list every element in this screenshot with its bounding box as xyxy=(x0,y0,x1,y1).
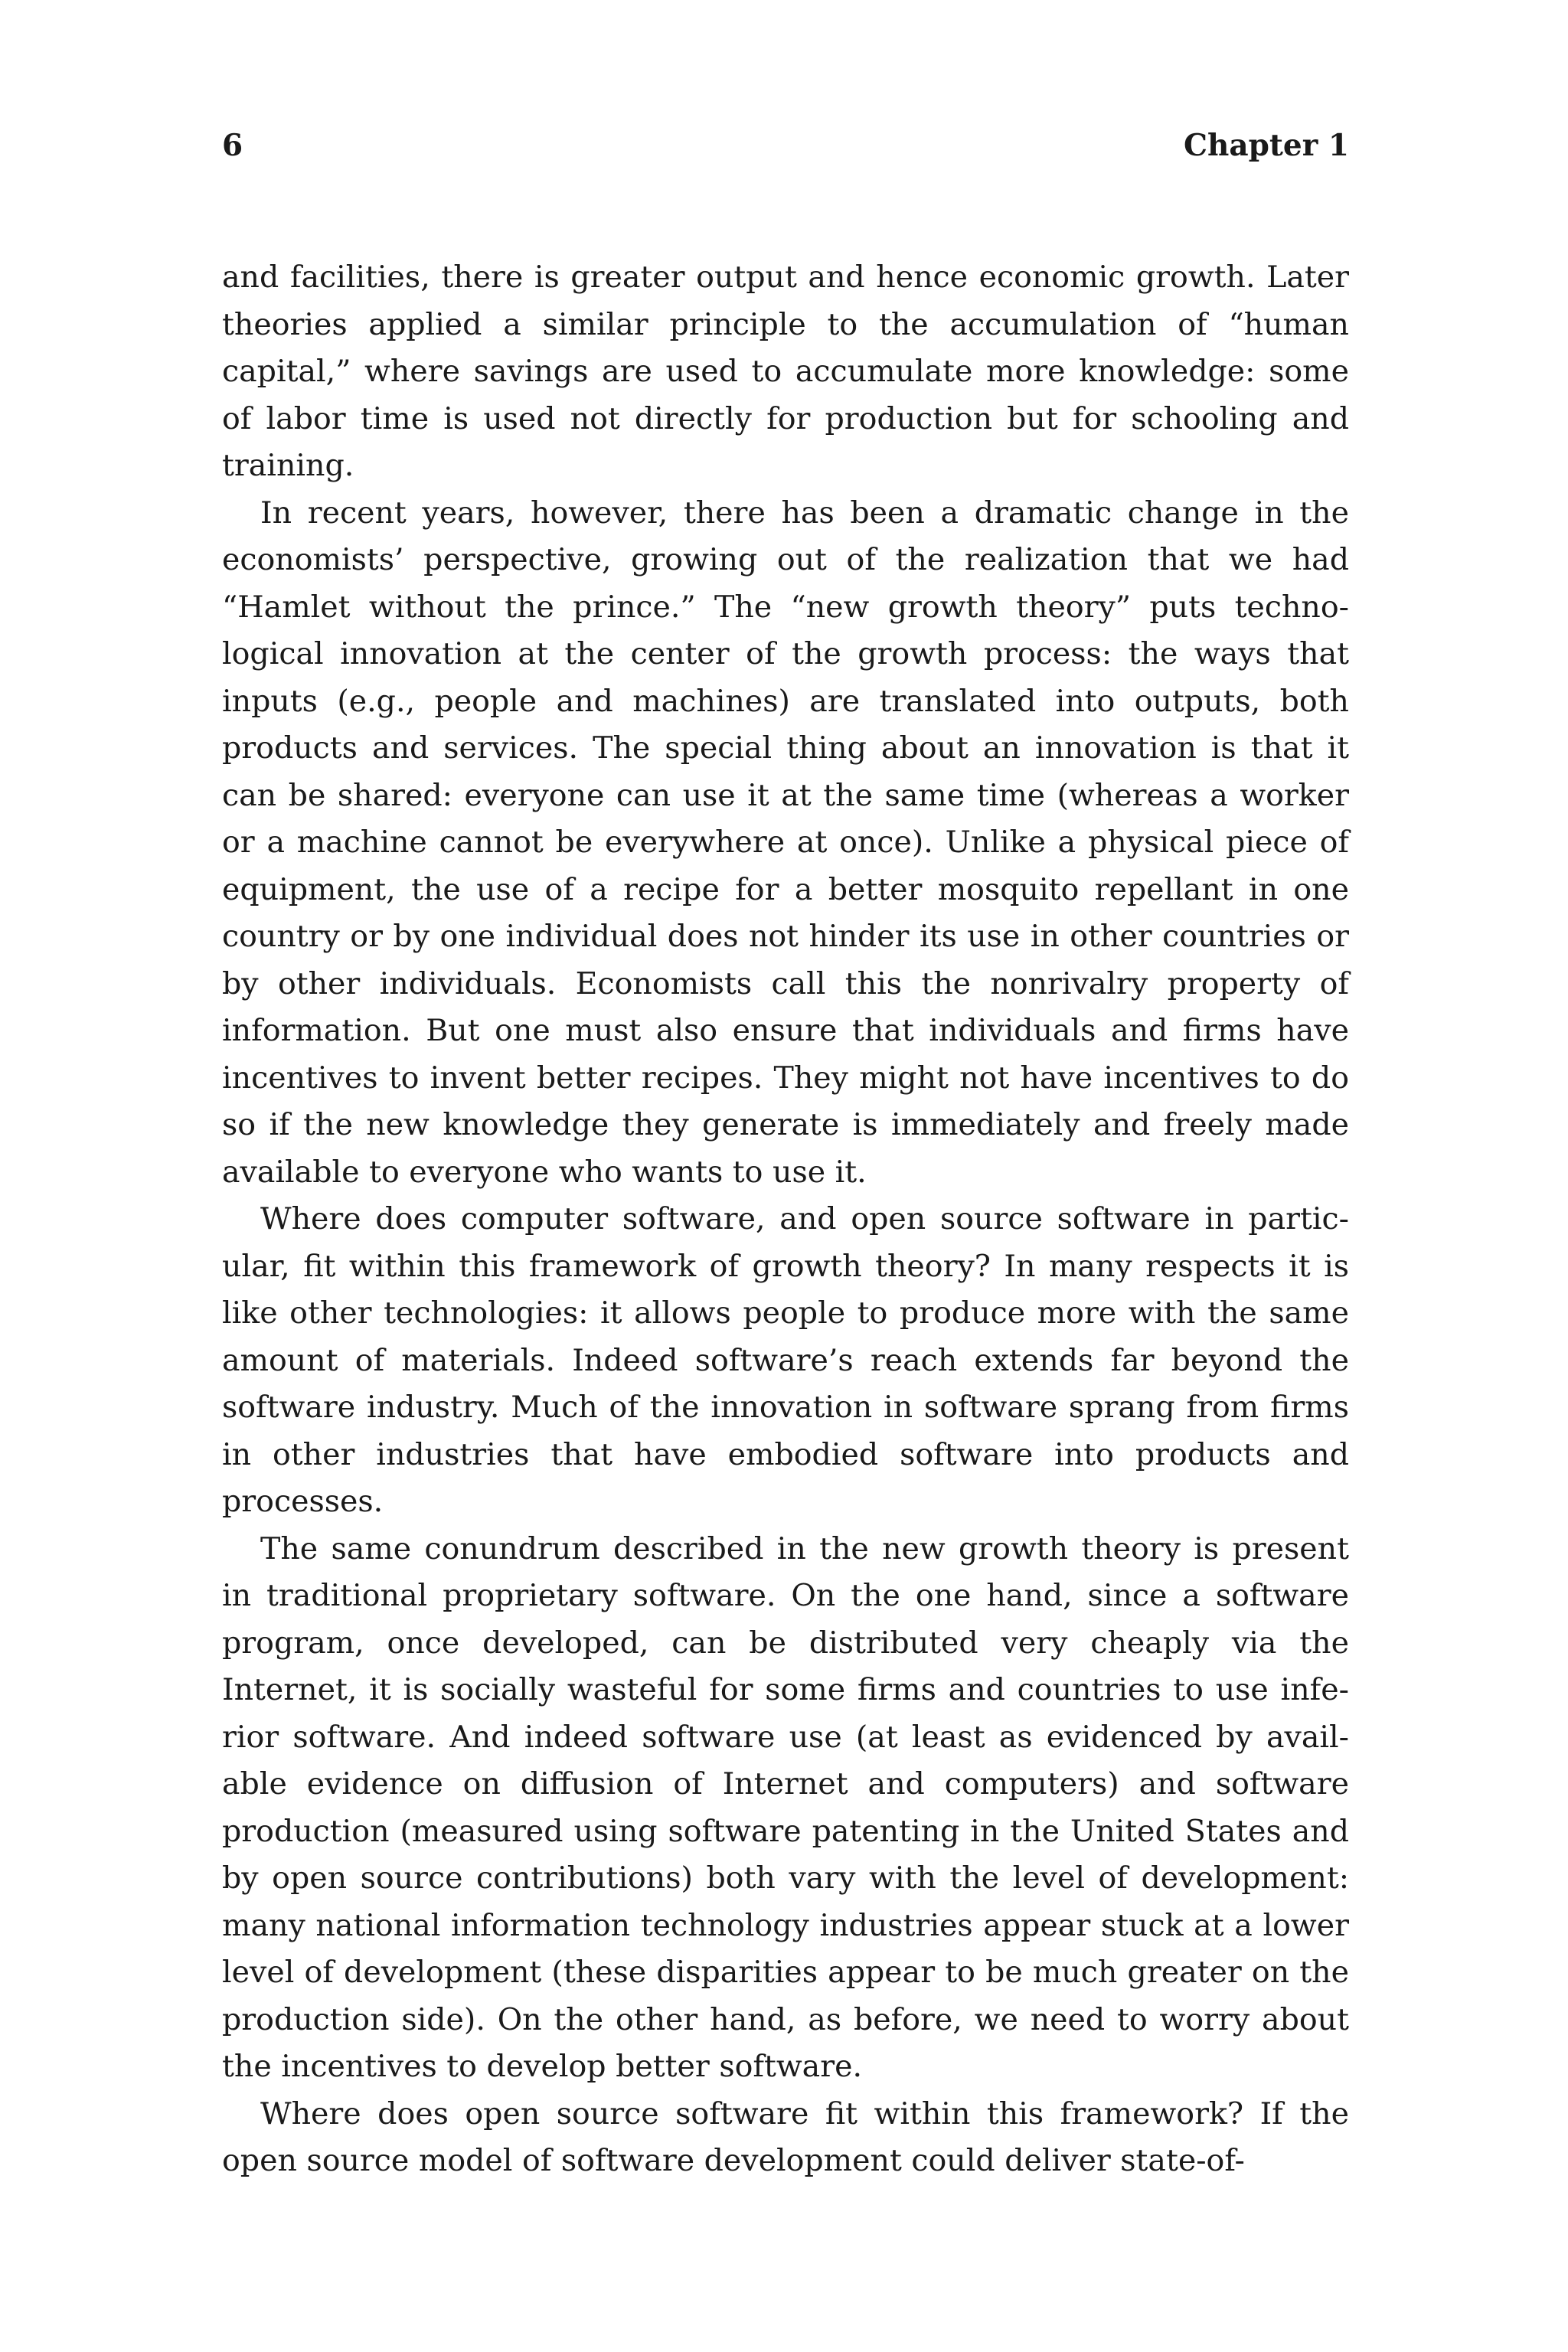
running-head xyxy=(222,124,1349,167)
page-number: 6 xyxy=(222,128,243,163)
paragraph: The same conundrum described in the new growth theory is present in traditional proprietary software. On the one hand, since a software program, once developed, can be distributed very cheaply via the Internet, it is socially wasteful for some firms and countries to use inferior software. And indeed software use (at least as evidenced by available evidence on diffusion of Internet and computers) and software production (measured using software patenting in the United States and by open source contributions) both vary with the level of development: many national information technology industries appear stuck at a lower level of development (these disparities appear to be much greater on the production side). On the other hand, as before, we need to worry about the incentives to develop better software. xyxy=(222,1530,1349,2084)
chapter-label: Chapter 1 xyxy=(1183,128,1349,163)
paragraph: In recent years, however, there has been a dramatic change in the economists’ perspective, growing out of the realization that we had “Hamlet without the prince.” The “new growth theory” puts technological innovation at the center of the growth process: the ways that inputs (e.g., people and machines) are translated into outputs, both products and services. The special thing about an innovation is that it can be shared: everyone can use it at the same time (whereas a worker or a machine cannot be everywhere at once). Unlike a physical piece of equipment, the use of a recipe for a better mosquito repellant in one country or by one individual does not hinder its use in other countries or by other individuals. Economists call this the nonrivalry property of information. But one must also ensure that individuals and firms have incentives to invent better recipes. They might not have incentives to do so if the new knowledge they generate is immediately and freely made available to everyone who wants to use it. xyxy=(222,495,1349,1190)
paragraph: Where does computer software, and open source software in particular, fit within this framework of growth theory? In many respects it is like other technologies: it allows people to produce more with the same amount of materials. Indeed software’s reach extends far beyond the software industry. Much of the innovation in software sprang from firms in other industries that have embodied software into products and processes. xyxy=(222,1201,1349,1519)
paragraph: Where does open source software fit within this framework? If the open source model of software development could deliver state-of- xyxy=(222,2096,1349,2178)
body-text xyxy=(222,254,1349,2185)
paragraph: and facilities, there is greater output and hence economic growth. Later theories applied a similar principle to the accumulation of “human capital,” where savings are used to accumulate more knowledge: some of labor time is used not directly for production but for schooling and training. xyxy=(222,260,1349,483)
